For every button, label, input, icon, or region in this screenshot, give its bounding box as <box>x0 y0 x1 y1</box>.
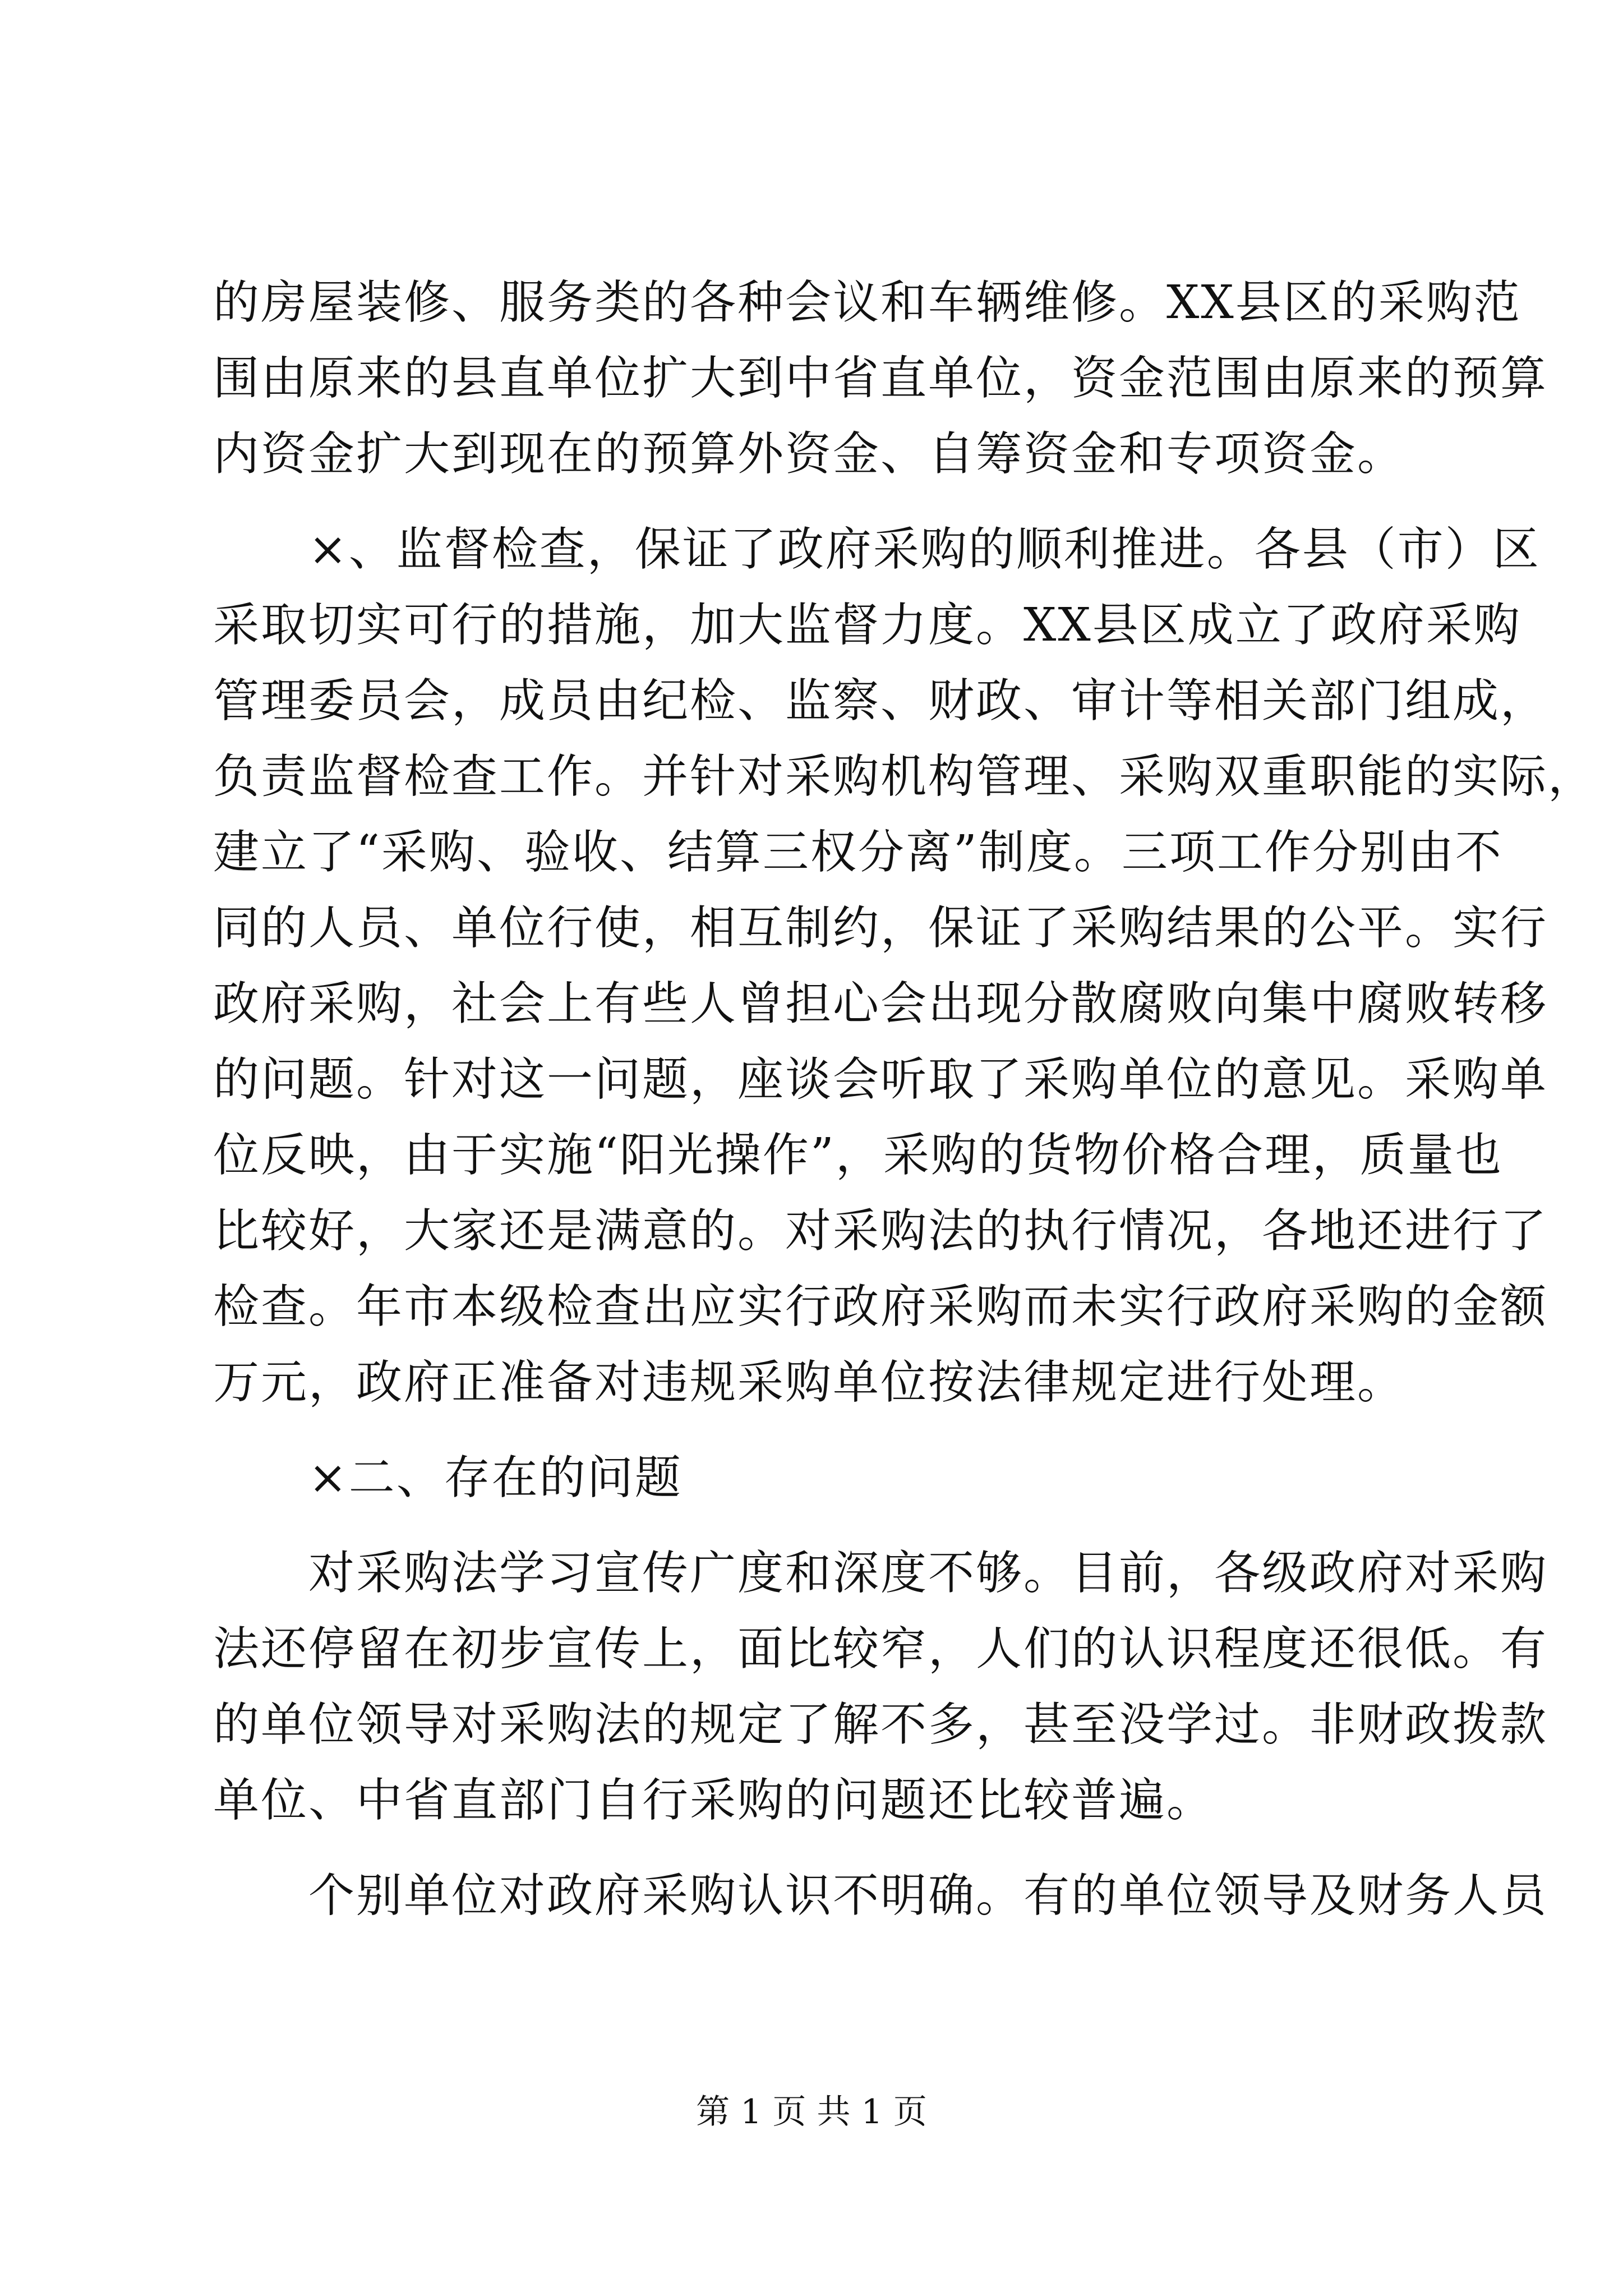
body-text-line: 单位、中省直部门自行采购的问题还比较普遍。 <box>213 1774 1215 1827</box>
body-text-line: 的单位领导对采购法的规定了解不多，甚至没学过。非财政拨款 <box>213 1698 1548 1751</box>
body-text-line: 位反映，由于实施“阳光操作”，采购的货物价格合理，质量也 <box>213 1129 1503 1182</box>
body-text-line: 比较好，大家还是满意的。对采购法的执行情况，各地还进行了 <box>213 1204 1548 1258</box>
body-text-line: 同的人员、单位行使，相互制约，保证了采购结果的公平。实行 <box>213 901 1548 955</box>
body-text-line: 管理委员会，成员由纪检、监察、财政、审计等相关部门组成， <box>213 674 1548 728</box>
page-footer: 第 1 页 共 1 页 <box>696 2092 927 2132</box>
body-text-line: 政府采购，社会上有些人曾担心会出现分散腐败向集中腐败转移 <box>213 977 1548 1030</box>
body-text-line: 的问题。针对这一问题，座谈会听取了采购单位的意见。采购单 <box>213 1053 1548 1106</box>
body-text-line: 对采购法学习宣传广度和深度不够。目前，各级政府对采购 <box>213 1547 1548 1600</box>
body-text-line: 检查。年市本级检查出应实行政府采购而未实行政府采购的金额 <box>213 1280 1548 1333</box>
body-text-line: 采取切实可行的措施，加大监督力度。XX县区成立了政府采购 <box>213 599 1521 652</box>
body-text-line: 个别单位对政府采购认识不明确。有的单位领导及财务人员 <box>213 1869 1548 1922</box>
body-text-line: ×、监督检查，保证了政府采购的顺利推进。各县（市）区 <box>213 523 1541 576</box>
body-text-line: 的房屋装修、服务类的各种会议和车辆维修。XX县区的采购范 <box>213 276 1521 329</box>
body-text-line: 建立了“采购、验收、结算三权分离”制度。三项工作分别由不 <box>213 826 1503 879</box>
body-text-line: 法还停留在初步宣传上，面比较窄，人们的认识程度还很低。有 <box>213 1622 1548 1676</box>
body-text-line: 内资金扩大到现在的预算外资金、自筹资金和专项资金。 <box>213 427 1405 481</box>
body-text-line: 围由原来的县直单位扩大到中省直单位，资金范围由原来的预算 <box>213 352 1548 405</box>
body-text-line: 负责监督检查工作。并针对采购机构管理、采购双重职能的实际， <box>213 750 1596 803</box>
section-heading: ×二、存在的问题 <box>213 1451 683 1504</box>
body-text-line: 万元，政府正准备对违规采购单位按法律规定进行处理。 <box>213 1356 1405 1409</box>
